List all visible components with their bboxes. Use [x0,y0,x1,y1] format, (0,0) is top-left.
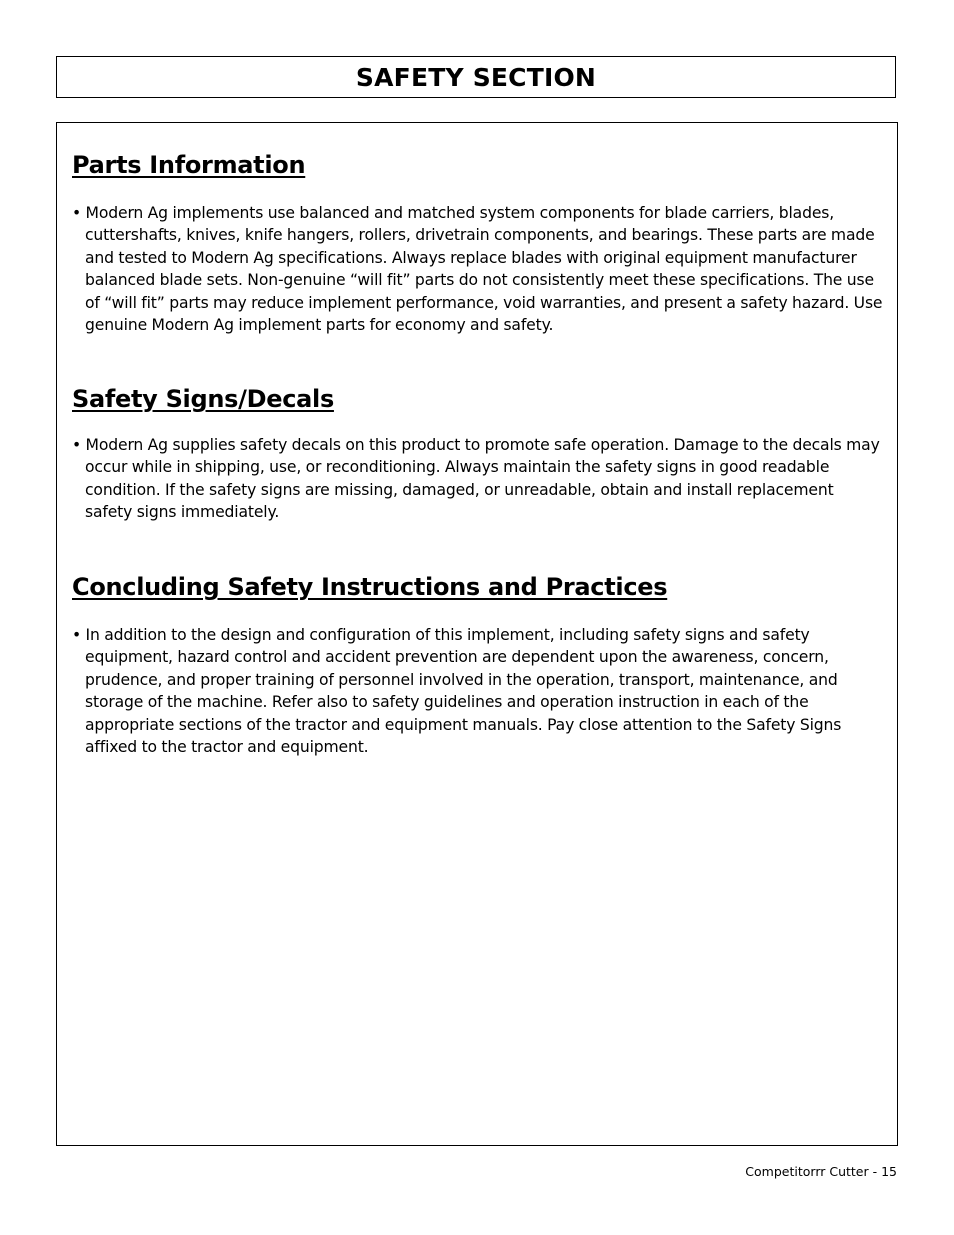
section-heading-parts-information: Parts Information [72,151,306,179]
section-title-box [56,56,896,98]
safety-signs-section [72,384,884,524]
content-frame [56,122,898,1146]
safety-signs-paragraph: • Modern Ag supplies safety decals on this product to promote safe operation. Damage to the decals may occur while in shipping, use, or reconditioning. Always maintain the safety signs in good readable condition. If the safety signs are missing, damaged, or unreadable, obtain and install replacement safety signs immediately. [72,436,880,522]
page-title: SAFETY SECTION [355,62,597,92]
section-heading-concluding-instructions: Concluding Safety Instructions and Practices [72,573,668,601]
parts-information-paragraph: • Modern Ag implements use balanced and matched system components for blade carriers, blades, cuttershafts, knives, knife hangers, rollers, drivetrain components, and bearings. These parts are made and tested to Modern Ag specifications. Always replace blades with original equipment manufacturer balanced blade sets. Non-genuine “will fit” parts do not consistently meet these specifications. The use of “will fit” parts may reduce implement performance, void warranties, and present a safety hazard. Use genuine Modern Ag implement parts for economy and safety. [72,204,883,335]
parts-information-section [72,150,884,336]
concluding-instructions-section [72,572,884,758]
section-heading-safety-signs: Safety Signs/Decals [72,385,334,413]
concluding-instructions-paragraph: • In addition to the design and configuration of this implement, including safety signs and safety equipment, hazard control and accident prevention are dependent upon the awareness, concern, prudence, and proper training of personnel involved in the operation, transport, maintenance, and storage of the machine. Refer also to safety guidelines and operation instruction in each of the appropriate sections of the tractor and equipment manuals. Pay close attention to the Safety Signs affixed to the tractor and equipment. [72,626,842,757]
page-footer: Competitorrr Cutter - 15 [745,1164,897,1179]
